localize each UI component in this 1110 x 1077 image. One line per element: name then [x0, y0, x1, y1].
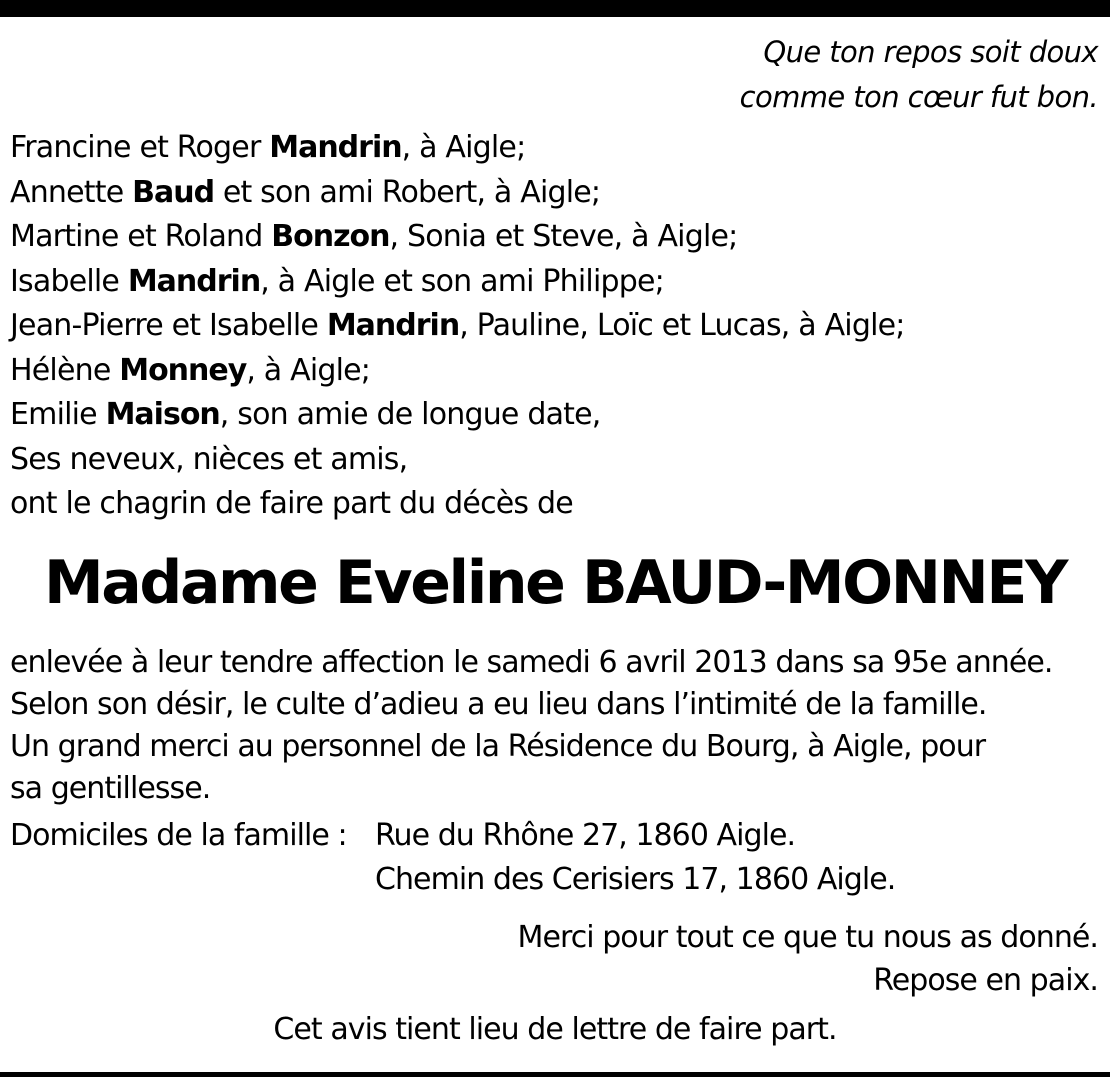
domiciles-label: Domiciles de la famille :	[10, 818, 347, 853]
family-line	[10, 171, 905, 216]
bottom-border-rule	[0, 1072, 1110, 1077]
family-line-text: Francine et Roger	[10, 130, 270, 165]
epigraph	[740, 30, 1098, 120]
family-line-text: Emilie	[10, 397, 106, 432]
domicile-address: Chemin des Cerisiers 17, 1860 Aigle.	[375, 862, 896, 897]
closing-line: Repose en paix.	[873, 963, 1098, 998]
body-line: sa gentillesse.	[10, 771, 211, 806]
family-line-text: , à Aigle et son ami Philippe;	[260, 263, 664, 299]
family-line-text: , Pauline, Loïc et Lucas, à Aigle;	[459, 308, 905, 343]
epigraph-line: comme ton cœur fut bon.	[739, 80, 1098, 114]
family-line	[10, 260, 905, 305]
domicile-address: Rue du Rhône 27, 1860 Aigle.	[375, 818, 796, 853]
family-line-text: Ses neveux, nièces et amis,	[10, 441, 408, 477]
family-line-text: , son amie de longue date,	[219, 397, 601, 432]
body-line: Un grand merci au personnel de la Résidence du Bourg, à Aigle, pour	[10, 729, 986, 764]
notice-footer-note: Cet avis tient lieu de lettre de faire part.	[273, 1012, 837, 1047]
family-line-text: Hélène	[10, 352, 120, 388]
family-surname: Bonzon	[271, 219, 390, 254]
family-line-text: , à Aigle;	[246, 352, 371, 388]
family-line-text: Martine et Roland	[10, 219, 272, 254]
family-list	[10, 126, 905, 527]
family-line-text: ont le chagrin de faire part du décès de	[10, 486, 573, 521]
family-surname: Mandrin	[326, 308, 460, 343]
family-line	[10, 438, 905, 483]
closing-line: Merci pour tout ce que tu nous as donné.	[517, 920, 1098, 955]
family-line-text: Annette	[10, 174, 133, 210]
family-surname: Mandrin	[269, 130, 402, 165]
family-line-text: , à Aigle;	[401, 130, 526, 165]
family-surname: Baud	[132, 174, 215, 210]
domicile-row	[10, 858, 895, 902]
family-line-text: , Sonia et Steve, à Aigle;	[389, 219, 738, 254]
announcement-body	[10, 642, 1052, 810]
family-line	[10, 126, 905, 171]
closing-words	[518, 916, 1098, 1002]
body-line: Selon son désir, le culte d’adieu a eu lieu dans l’intimité de la famille.	[10, 687, 987, 722]
family-surname: Maison	[105, 397, 220, 432]
deceased-name-heading: Madame Eveline BAUD-MONNEY	[44, 548, 1066, 618]
family-line-text: Isabelle	[10, 263, 128, 299]
family-line	[10, 349, 905, 394]
family-surname: Mandrin	[127, 263, 261, 299]
family-line	[10, 393, 905, 438]
family-surname: Monney	[119, 352, 247, 388]
domiciles-label-spacer	[10, 858, 375, 902]
family-line-text: Jean-Pierre et Isabelle	[10, 308, 327, 343]
family-line	[10, 304, 905, 349]
family-line	[10, 482, 905, 527]
family-domiciles	[10, 814, 895, 902]
family-line	[10, 215, 905, 260]
top-border-rule	[0, 0, 1110, 17]
epigraph-line: Que ton repos soit doux	[763, 35, 1098, 69]
body-line: enlevée à leur tendre affection le samedi 6 avril 2013 dans sa 95e année.	[10, 645, 1053, 680]
domicile-row	[10, 814, 895, 858]
family-line-text: et son ami Robert, à Aigle;	[214, 174, 601, 210]
